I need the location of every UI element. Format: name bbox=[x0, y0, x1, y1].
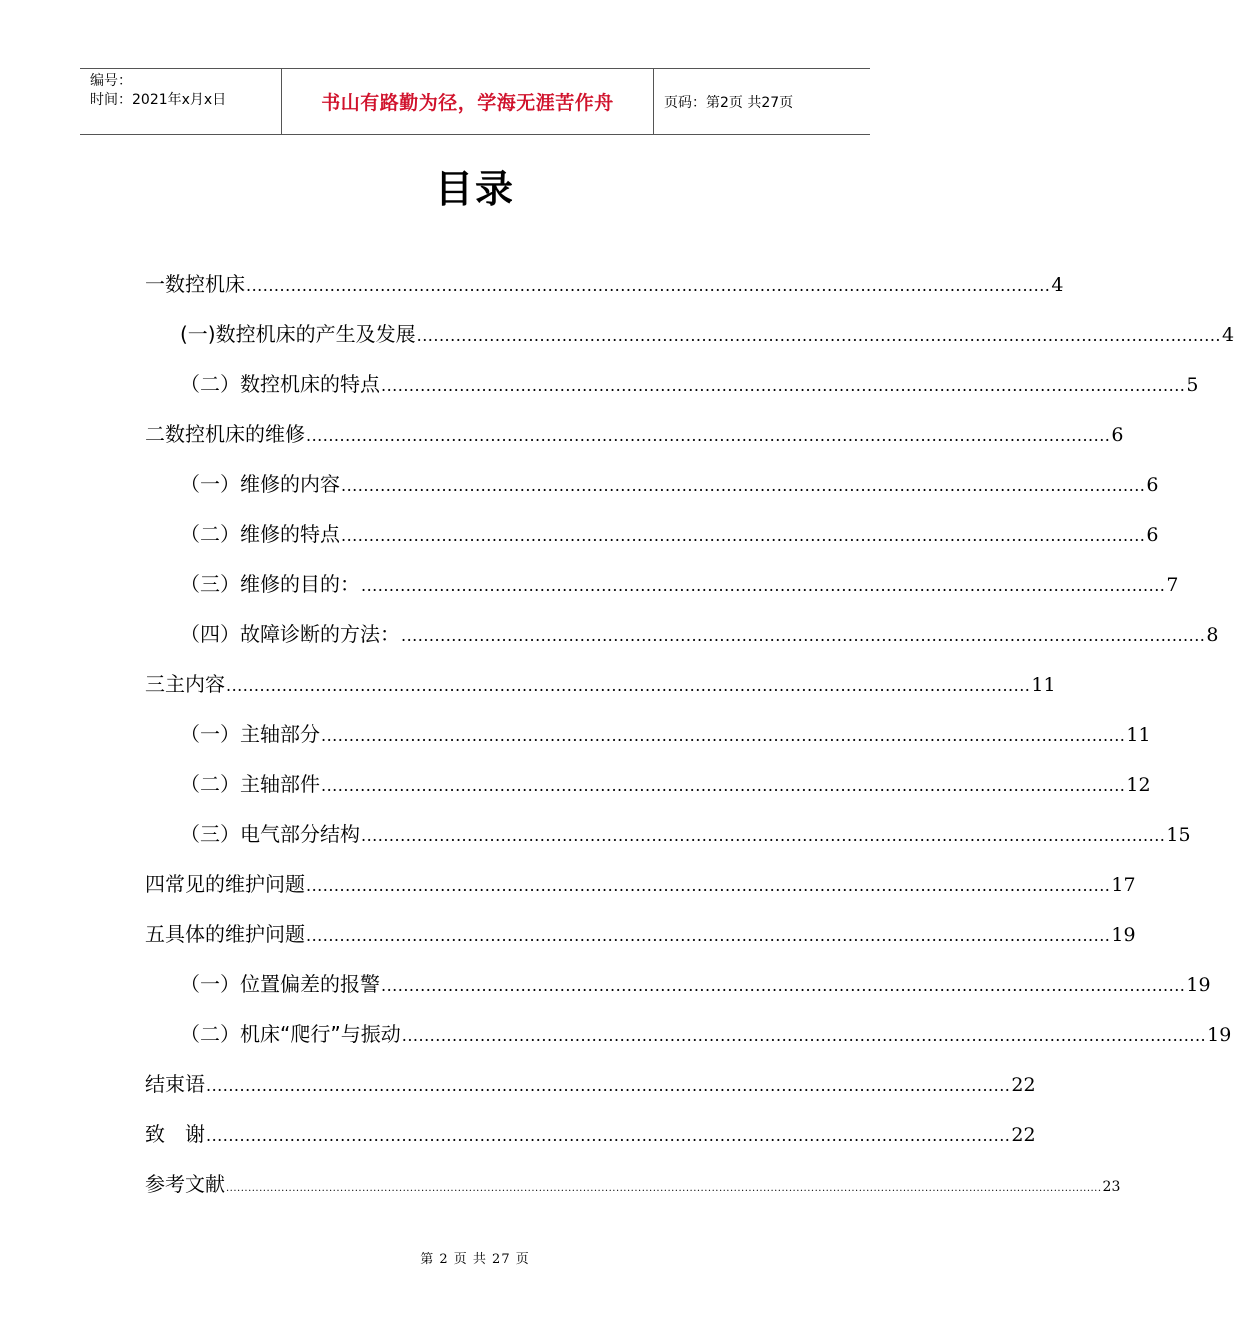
toc-leader-dots: ................................................................................................................................................ bbox=[361, 576, 1166, 595]
toc-leader-dots: ................................................................................................................................................ bbox=[246, 276, 1051, 295]
toc-entry-number: （三） bbox=[180, 822, 240, 846]
toc-entry-title: 主轴部分 bbox=[240, 722, 320, 746]
toc-entry-page: 23 bbox=[1102, 1179, 1121, 1195]
toc-entry[interactable] bbox=[145, 268, 1064, 298]
toc-leader-dots: ................................................................................................................................................ bbox=[206, 1126, 1011, 1145]
toc-leader-dots: ................................................................................................................................................ bbox=[341, 526, 1146, 545]
toc-entry-page: 19 bbox=[1111, 924, 1136, 946]
toc-entry-page: 4 bbox=[1221, 324, 1234, 346]
toc-entry[interactable] bbox=[145, 1118, 1036, 1148]
toc-entry-page: 11 bbox=[1126, 724, 1151, 746]
toc-entry-page: 4 bbox=[1051, 274, 1064, 296]
toc-entry-number: （二） bbox=[180, 772, 240, 796]
toc-entry-page: 19 bbox=[1207, 1024, 1232, 1046]
toc-entry-number: 五 bbox=[145, 922, 165, 946]
toc-leader-dots: ................................................................................................................................................ bbox=[361, 826, 1166, 845]
toc-entry-page: 5 bbox=[1186, 374, 1199, 396]
toc-entry-page: 22 bbox=[1011, 1124, 1036, 1146]
toc-entry[interactable] bbox=[145, 868, 1136, 898]
header-meta bbox=[80, 69, 282, 134]
toc-entry-number: （二） bbox=[180, 1022, 240, 1046]
toc-entry-title: 主轴部件 bbox=[240, 772, 320, 796]
toc-entry[interactable] bbox=[180, 618, 1219, 648]
toc-entry-number: (一) bbox=[180, 322, 216, 346]
toc-leader-dots: ................................................................................................................................................ bbox=[341, 476, 1146, 495]
toc-entry-title: 参考文献 bbox=[145, 1172, 225, 1196]
toc-entry-page: 17 bbox=[1111, 874, 1136, 896]
header-motto: 书山有路勤为径，学海无涯苦作舟 bbox=[282, 69, 654, 134]
toc-entry[interactable] bbox=[145, 418, 1124, 448]
toc-entry-number: （三） bbox=[180, 572, 240, 596]
toc-leader-dots: ................................................................................................................................................ bbox=[226, 676, 1031, 695]
toc-entry-page: 6 bbox=[1146, 474, 1159, 496]
toc-entry-page: 22 bbox=[1011, 1074, 1036, 1096]
toc-entry-number: 二 bbox=[145, 422, 165, 446]
toc-entry-page: 19 bbox=[1186, 974, 1211, 996]
toc-leader-dots: ................................................................................................................................................ bbox=[416, 326, 1221, 345]
toc-leader-dots: ................................................................................................................................................ bbox=[206, 1076, 1011, 1095]
toc-entry[interactable] bbox=[180, 318, 1234, 348]
toc-entry-title: 致 谢 bbox=[145, 1122, 205, 1146]
toc-entry-title: 数控机床的特点 bbox=[240, 372, 380, 396]
toc-entry-title: 位置偏差的报警 bbox=[240, 972, 380, 996]
document-title: 目录 bbox=[434, 167, 515, 211]
toc-entry-title: 数控机床的产生及发展 bbox=[215, 322, 416, 346]
toc-entry-title: 机床“爬行”与振动 bbox=[240, 1022, 401, 1046]
page-header bbox=[80, 68, 870, 135]
header-page-info: 页码：第2页 共27页 bbox=[664, 94, 794, 111]
toc-entry[interactable] bbox=[180, 968, 1211, 998]
toc-entry[interactable] bbox=[145, 1068, 1036, 1098]
toc-leader-dots: ................................................................................................................................................ bbox=[401, 1026, 1207, 1045]
toc-entry[interactable] bbox=[180, 1018, 1232, 1048]
toc-leader-dots: ................................................................................................................................................ bbox=[321, 726, 1126, 745]
toc-entry-title: 常见的维护问题 bbox=[165, 872, 305, 896]
toc-entry-number: 一 bbox=[145, 272, 165, 296]
toc-entry-number: 三 bbox=[145, 672, 165, 696]
toc-entry-page: 12 bbox=[1126, 774, 1151, 796]
toc-entry-title: 维修的目的： bbox=[240, 572, 360, 596]
toc-entry-title: 维修的特点 bbox=[240, 522, 340, 546]
toc-entry[interactable] bbox=[180, 818, 1191, 848]
toc-leader-dots: ................................................................................................................................................ bbox=[381, 976, 1186, 995]
toc-leader-dots: ................................................................................................................................................ bbox=[401, 626, 1206, 645]
header-number-label: 编号： bbox=[90, 73, 132, 89]
toc-entry[interactable] bbox=[180, 718, 1151, 748]
header-time-label: 时间：2021年x月x日 bbox=[90, 92, 227, 108]
toc-entry-number: （一） bbox=[180, 472, 240, 496]
toc-leader-dots: ................................................................................................................................................ bbox=[306, 926, 1111, 945]
toc-entry[interactable] bbox=[145, 1168, 1121, 1198]
toc-entry-title: 数控机床的维修 bbox=[165, 422, 305, 446]
toc-entry-page: 11 bbox=[1031, 674, 1056, 696]
toc-entry[interactable] bbox=[180, 768, 1151, 798]
toc-leader-dots: ................................................................................................................................................ bbox=[306, 426, 1111, 445]
toc-entry-page: 6 bbox=[1146, 524, 1159, 546]
toc-entry-title: 故障诊断的方法： bbox=[240, 622, 400, 646]
toc-entry-title: 数控机床 bbox=[165, 272, 245, 296]
toc-entry-number: （二） bbox=[180, 372, 240, 396]
toc-entry-number: （二） bbox=[180, 522, 240, 546]
toc-leader-dots: ................................................................................................................................................ bbox=[306, 876, 1111, 895]
toc-leader-dots: ................................................................................................................................................ bbox=[381, 376, 1186, 395]
toc-entry-title: 具体的维护问题 bbox=[165, 922, 305, 946]
toc-entry[interactable] bbox=[145, 918, 1136, 948]
toc-entry-title: 维修的内容 bbox=[240, 472, 340, 496]
toc-entry-page: 8 bbox=[1206, 624, 1219, 646]
toc-entry[interactable] bbox=[180, 518, 1159, 548]
toc-entry[interactable] bbox=[180, 568, 1179, 598]
toc-entry-number: （一） bbox=[180, 722, 240, 746]
page-footer: 第 2 页 共 27 页 bbox=[420, 1252, 530, 1267]
toc-entry-title: 结束语 bbox=[145, 1072, 205, 1096]
toc-entry-number: （四） bbox=[180, 622, 240, 646]
toc-entry[interactable] bbox=[145, 668, 1056, 698]
toc-entry-number: （一） bbox=[180, 972, 240, 996]
toc-entry[interactable] bbox=[180, 468, 1159, 498]
toc-entry-number: 四 bbox=[145, 872, 165, 896]
toc-entry-page: 15 bbox=[1166, 824, 1191, 846]
toc-entry-page: 6 bbox=[1111, 424, 1124, 446]
toc-leader-dots: .............................................................................................................................................................................................................................................. bbox=[226, 1183, 1102, 1194]
toc-entry-page: 7 bbox=[1166, 574, 1179, 596]
toc-entry[interactable] bbox=[180, 368, 1199, 398]
toc-entry-title: 电气部分结构 bbox=[240, 822, 360, 846]
toc-entry-title: 主内容 bbox=[165, 672, 225, 696]
toc-leader-dots: ................................................................................................................................................ bbox=[321, 776, 1126, 795]
